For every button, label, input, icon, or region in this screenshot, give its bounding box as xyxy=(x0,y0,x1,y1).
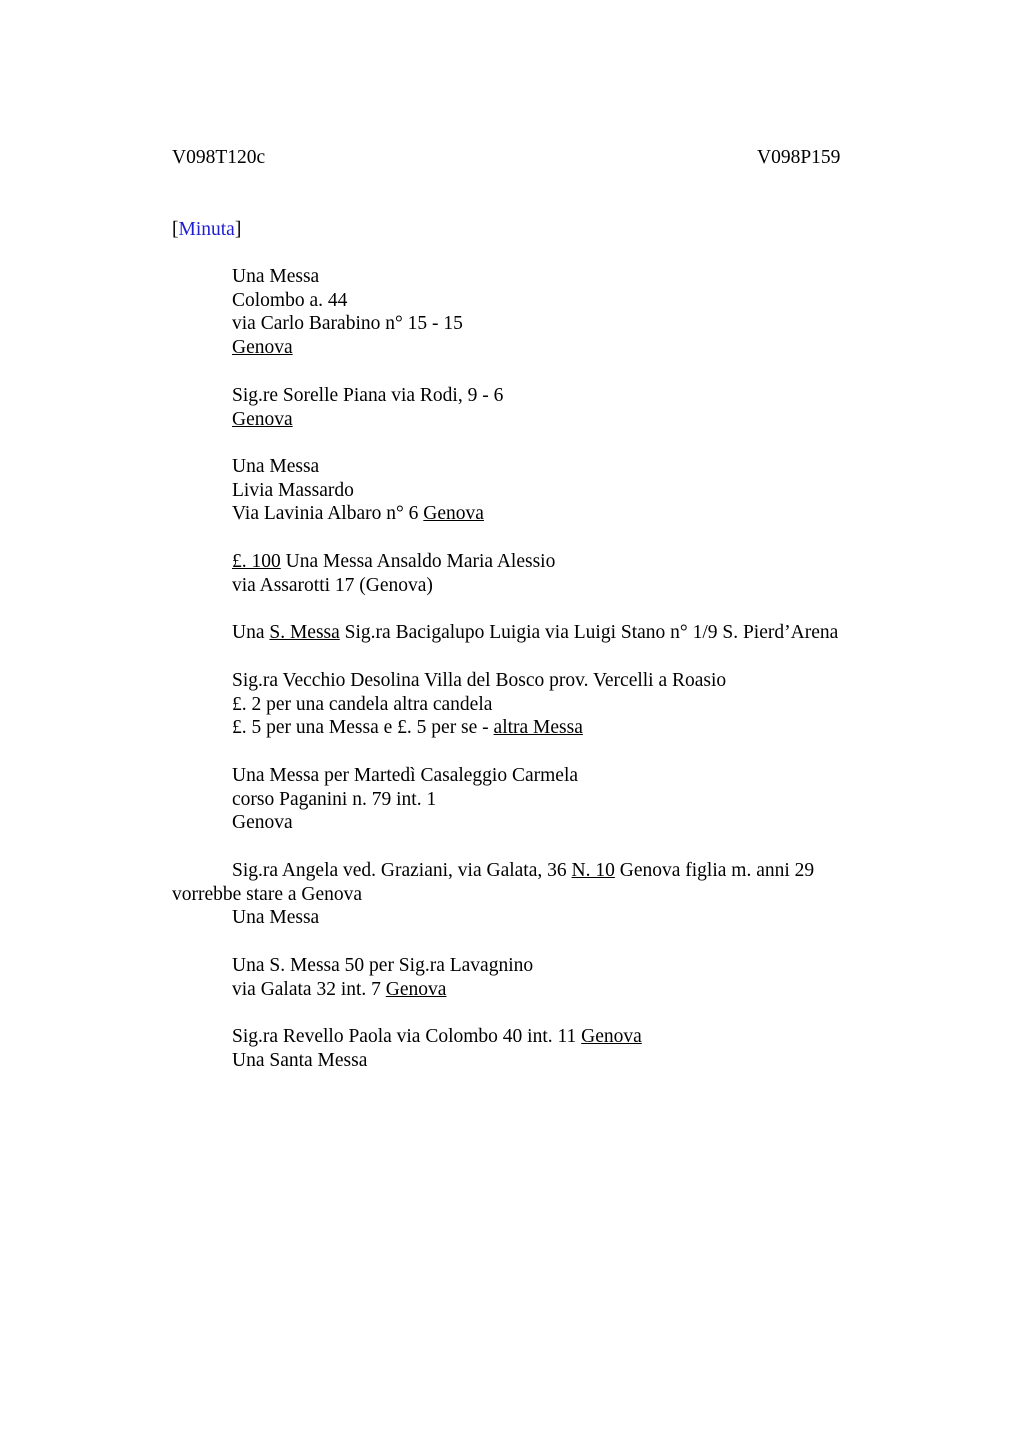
document-code-left: V098T120c xyxy=(172,147,266,168)
entry-city: Genova xyxy=(423,503,484,525)
entry-line: Genova xyxy=(232,812,293,834)
entry-line xyxy=(232,502,484,526)
entry-line: Sig.ra Vecchio Desolina Villa del Bosco prov. Vercelli a Roasio xyxy=(232,670,727,691)
entry-4 xyxy=(232,550,555,597)
minuta-label xyxy=(172,218,241,242)
entry-city: Genova xyxy=(232,337,293,359)
open-bracket: [ xyxy=(172,219,179,240)
entry-line: Una Messa xyxy=(232,266,320,287)
entry-line xyxy=(232,621,838,645)
entry-text: Una xyxy=(232,622,270,643)
entry-city: Genova xyxy=(385,978,447,1000)
entry-2 xyxy=(232,384,503,431)
entry-1 xyxy=(232,265,463,360)
entry-text: £. 5 per una Messa e £. 5 per se - xyxy=(232,717,494,739)
entry-line: Livia Massardo xyxy=(232,479,354,501)
entry-text: Una Messa Ansaldo Maria Alessio xyxy=(280,551,556,572)
entry-9 xyxy=(232,954,533,1001)
entry-text: Sig.ra Angela ved. Graziani, via Galata, 36 xyxy=(232,860,572,881)
entry-line: via Assarotti 17 (Genova) xyxy=(232,574,433,596)
entry-3 xyxy=(232,455,484,526)
entry-line: Una Messa xyxy=(232,907,320,929)
entry-line: Una Messa per Martedì Casaleggio Carmela xyxy=(232,765,579,786)
entry-text: Sig.ra Bacigalupo Luigia via Luigi Stano n° 1/9 S. Pierd’Arena xyxy=(339,622,839,643)
entry-7 xyxy=(232,764,578,835)
entry-text: Sig.ra Revello Paola via Colombo 40 int. 11 xyxy=(232,1026,582,1047)
entry-city: Genova xyxy=(581,1026,642,1047)
entry-text: via Galata 32 int. 7 xyxy=(232,978,386,1000)
entry-line: corso Paganini n. 79 int. 1 xyxy=(232,788,437,810)
entry-line: Sig.re Sorelle Piana via Rodi, 9 - 6 xyxy=(232,385,504,406)
entry-city: Genova xyxy=(232,408,293,430)
entry-underlined: altra Messa xyxy=(493,717,583,739)
entry-line: Una Messa xyxy=(232,456,320,477)
entry-underlined: S. Messa xyxy=(269,622,340,643)
entry-line xyxy=(232,1025,642,1049)
entry-10 xyxy=(232,1025,642,1072)
entry-line: via Carlo Barabino n° 15 - 15 xyxy=(232,313,463,335)
close-bracket: ] xyxy=(234,219,242,240)
entry-8 xyxy=(172,859,872,930)
entry-line: Una S. Messa 50 per Sig.ra Lavagnino xyxy=(232,955,534,976)
entry-line: £. 2 per una candela altra candela xyxy=(232,693,493,715)
entry-line xyxy=(232,716,726,740)
entry-line: Una Santa Messa xyxy=(232,1049,368,1071)
entry-6 xyxy=(232,669,726,740)
entry-underlined: N. 10 xyxy=(571,860,615,881)
entry-text: Via Lavinia Albaro n° 6 xyxy=(232,503,424,525)
entry-line xyxy=(172,859,872,883)
entry-line: Colombo a. 44 xyxy=(232,289,348,311)
minuta-link[interactable]: Minuta xyxy=(178,219,235,240)
entry-amount: £. 100 xyxy=(232,551,281,572)
entry-5 xyxy=(232,621,838,645)
entry-line xyxy=(232,550,555,574)
document-code-right: V098P159 xyxy=(757,147,841,168)
entry-line xyxy=(232,978,533,1002)
entry-line: vorrebbe stare a Genova xyxy=(172,883,363,905)
entry-text: Genova figlia m. anni 29 xyxy=(614,860,815,881)
